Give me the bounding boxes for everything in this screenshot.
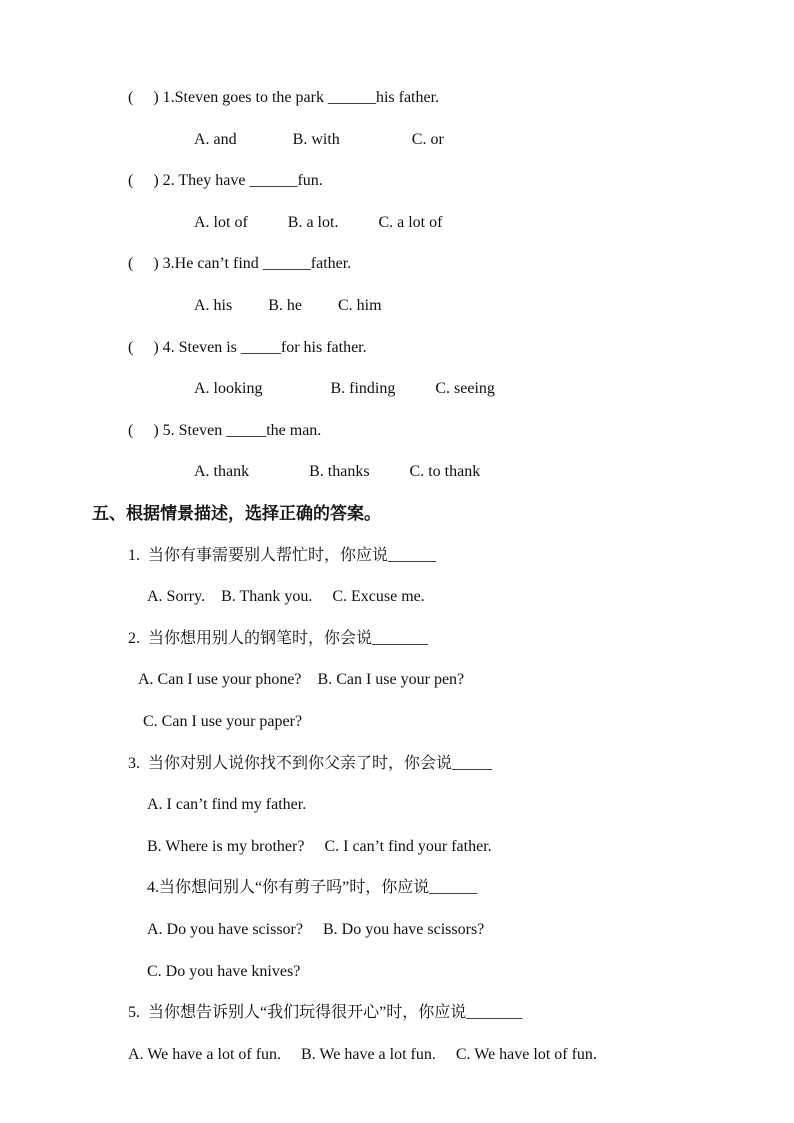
question-5-5-options: A. We have a lot of fun. B. We have a lot fun. C. We have lot of fun. bbox=[128, 1046, 597, 1063]
question-4-4-options: A. looking B. finding C. seeing bbox=[194, 380, 495, 397]
question-5-4-options-ab: A. Do you have scissor? B. Do you have scissors? bbox=[147, 921, 485, 938]
question-5-2-option-c: C. Can I use your paper? bbox=[143, 713, 303, 730]
question-4-2-options: A. lot of B. a lot. C. a lot of bbox=[194, 214, 443, 231]
question-4-1-options: A. and B. with C. or bbox=[194, 131, 444, 148]
question-4-1-stem: ( ) 1.Steven goes to the park ______his father. bbox=[128, 89, 440, 106]
question-4-5-options: A. thank B. thanks C. to thank bbox=[194, 463, 481, 480]
question-5-2-options-ab: A. Can I use your phone? B. Can I use your pen? bbox=[138, 671, 465, 688]
question-5-4-option-c: C. Do you have knives? bbox=[147, 963, 301, 980]
question-4-4-stem: ( ) 4. Steven is _____for his father. bbox=[128, 339, 367, 356]
question-5-1-options: A. Sorry. B. Thank you. C. Excuse me. bbox=[147, 588, 425, 605]
question-5-1-stem: 1. 当你有事需要别人帮忙时，你应说______ bbox=[128, 547, 437, 564]
question-5-2-stem: 2. 当你想用别人的钢笔时，你会说_______ bbox=[128, 630, 429, 647]
question-5-3-options-bc: B. Where is my brother? C. I can’t find your father. bbox=[147, 838, 492, 855]
question-5-4-stem: 4.当你想问别人“你有剪子吗”时，你应说______ bbox=[147, 879, 478, 896]
question-4-3-options: A. his B. he C. him bbox=[194, 297, 382, 314]
question-5-3-option-a: A. I can’t find my father. bbox=[147, 796, 307, 813]
question-5-3-stem: 3. 当你对别人说你找不到你父亲了时，你会说_____ bbox=[128, 755, 493, 772]
question-5-5-stem: 5. 当你想告诉别人“我们玩得很开心”时，你应说_______ bbox=[128, 1004, 523, 1021]
question-4-3-stem: ( ) 3.He can’t find ______father. bbox=[128, 255, 352, 272]
section-5-heading: 五、根据情景描述，选择正确的答案。 bbox=[92, 504, 381, 523]
question-4-2-stem: ( ) 2. They have ______fun. bbox=[128, 172, 323, 189]
question-4-5-stem: ( ) 5. Steven _____the man. bbox=[128, 422, 322, 439]
